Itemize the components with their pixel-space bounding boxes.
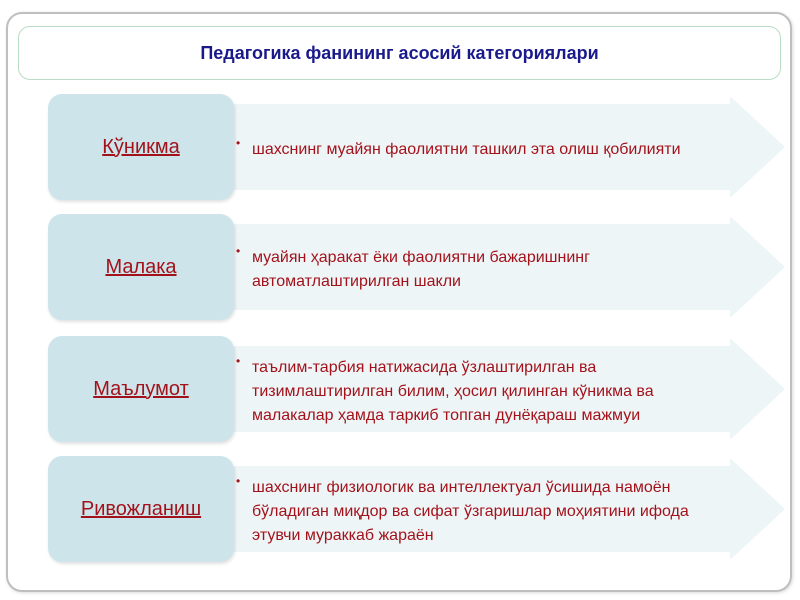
bullet-icon: • — [236, 354, 241, 368]
category-description — [236, 246, 736, 294]
category-description — [236, 138, 736, 162]
bullet-icon: • — [236, 474, 241, 488]
category-description — [236, 476, 736, 548]
bullet-icon: • — [236, 136, 241, 150]
bullet-icon: • — [236, 244, 241, 258]
page-title: Педагогика фанининг асосий категориялари — [200, 42, 599, 63]
title-box — [18, 26, 781, 80]
category-label-box — [48, 214, 234, 320]
category-label[interactable]: Маълумот — [93, 377, 189, 400]
category-label[interactable]: Малака — [105, 255, 177, 278]
category-description-text: муайян ҳаракат ёки фаолиятни бажаришнинг автоматлаштирилган шакли — [252, 249, 590, 290]
category-label-box — [48, 94, 234, 200]
category-label[interactable]: Ривожланиш — [80, 497, 202, 520]
category-label-box — [48, 456, 234, 562]
category-description — [236, 356, 736, 428]
category-label[interactable]: Кўникма — [102, 135, 180, 158]
category-description-text: шахснинг физиологик ва интеллектуал ўсишида намоён бўладиган миқдор ва сифат ўзгаришлар моҳиятини ифода этувчи мураккаб жараён — [252, 479, 689, 544]
category-description-text: таълим-тарбия натижасида ўзлаштирилган ва тизимлаштирилган билим, ҳосил қилинган кўникма ва малакалар ҳамда таркиб топган дунёқараш мажмуи — [252, 359, 654, 424]
category-description-text: шахснинг муайян фаолиятни ташкил эта олиш қобилияти — [252, 141, 681, 158]
category-label-box — [48, 336, 234, 442]
